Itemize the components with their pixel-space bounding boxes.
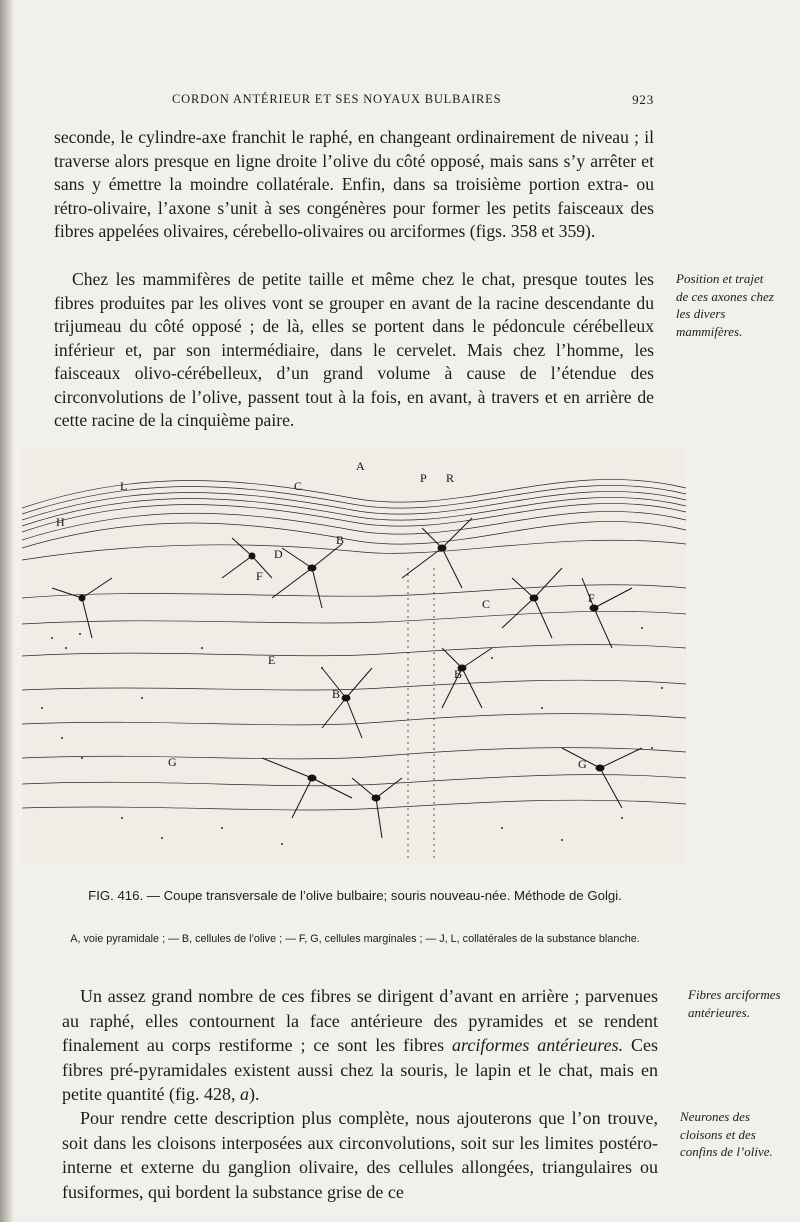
figure-caption: FIG. 416. — Coupe transversale de l’olive bulbaire; souris nouveau-née. Méthode de Golgi. (88, 888, 622, 903)
fig-label-E: E (268, 653, 276, 667)
fig-label-G-right: G (578, 757, 587, 771)
paragraph-1-text: seconde, le cylindre-axe franchit le raphé, en changeant ordinairement de niveau ; il traverse alors presque en ligne droite l’olive du côté opposé, mais sans s’y arrêter et sans y émettre la moindre collatérale. Enfin, dans sa troisième portion extra- ou rétro-olivaire, l’axone s’unit à ses congénères pour former les petits faisceaux des fibres appelées olivaires, cérebello-olivaires ou arciformes (figs. 358 et 359). (54, 127, 654, 241)
paragraph-2 (54, 268, 654, 433)
paragraph-3-end: ). (248, 1084, 260, 1104)
fig-label-C-mid: C (482, 597, 491, 611)
page-number: 923 (632, 92, 654, 107)
paragraph-4-text: Pour rendre cette description plus complète, nous ajouterons que l’on trouve, soit dans les cloisons interposées aux circonvolutions, soit sur les limites postéro-interne et externe du ganglion olivaire, des cellules allongées, triangulaires ou fusiformes, qui bordent la substance grise de ce (62, 1108, 658, 1202)
figure-416-illustration (22, 448, 686, 864)
margin-note-position: Position et trajet de ces axones chez les divers mammifères. (676, 271, 774, 339)
paragraph-3-italic-term: arciformes antérieures. (452, 1035, 624, 1055)
paragraph-4 (62, 1106, 658, 1204)
fig-label-B-right: B (454, 667, 463, 681)
fig-label-F-left: F (256, 569, 263, 583)
fig-label-H: H (56, 515, 65, 529)
running-head-title: CORDON ANTÉRIEUR ET SES NOYAUX BULBAIRES (172, 92, 502, 106)
figure-legend: A, voie pyramidale ; — B, cellules de l’olive ; — F, G, cellules marginales ; — J, L, collatérales de la substance blanche. (70, 933, 640, 945)
fig-label-P: P (420, 471, 427, 485)
fig-label-C-top: C (294, 479, 303, 493)
margin-note-neurones: Neurones des cloisons et des confins de l’olive. (680, 1109, 773, 1159)
paragraph-1 (54, 126, 654, 244)
paragraph-3-part-2: Ces fibres pré-pyramidales existent aussi chez la souris, le lapin et le chat, mais en petite quantité (fig. 428, (62, 1035, 658, 1104)
fig-label-G-left: G (168, 755, 177, 769)
page-gutter-shadow (0, 0, 14, 1222)
margin-note-arciformes: Fibres arciformes antérieures. (688, 987, 781, 1020)
paragraph-3-text (62, 984, 658, 1107)
fig-label-B-top: B (336, 533, 345, 547)
paragraph-2-text: Chez les mammifères de petite taille et même chez le chat, presque toutes les fibres produites par les olives vont se grouper en avant de la racine descendante du trijumeau du côté opposé ; de là, elles se portent dans le pédoncule cérébelleux inférieur et, par son intermédiaire, dans le cervelet. Mais chez l’homme, les faisceaux olivo-cérébelleux, d’un grand volume à cause de l’étendue des circonvolutions de l’olive, passent tout à la fois, en avant, à travers et en arrière de cette racine de la cinquième paire. (54, 269, 654, 430)
fig-label-D: D (274, 547, 283, 561)
paragraph-3-italic-a: a (239, 1084, 249, 1104)
paragraph-3-part-1: Un assez grand nombre de ces fibres se dirigent d’avant en arrière ; parvenues au raphé, elles contournent la face antérieure des pyramides et se rendent finalement au corps restiforme ; ce sont les fibres (62, 986, 658, 1055)
fig-label-F-right: F (588, 591, 595, 605)
fig-label-R: R (446, 471, 455, 485)
fig-label-B-mid: B (332, 687, 341, 701)
figure-416 (22, 448, 686, 864)
fig-label-L: L (120, 479, 128, 493)
paragraph-3 (62, 984, 658, 1107)
fig-label-A: A (356, 459, 365, 473)
